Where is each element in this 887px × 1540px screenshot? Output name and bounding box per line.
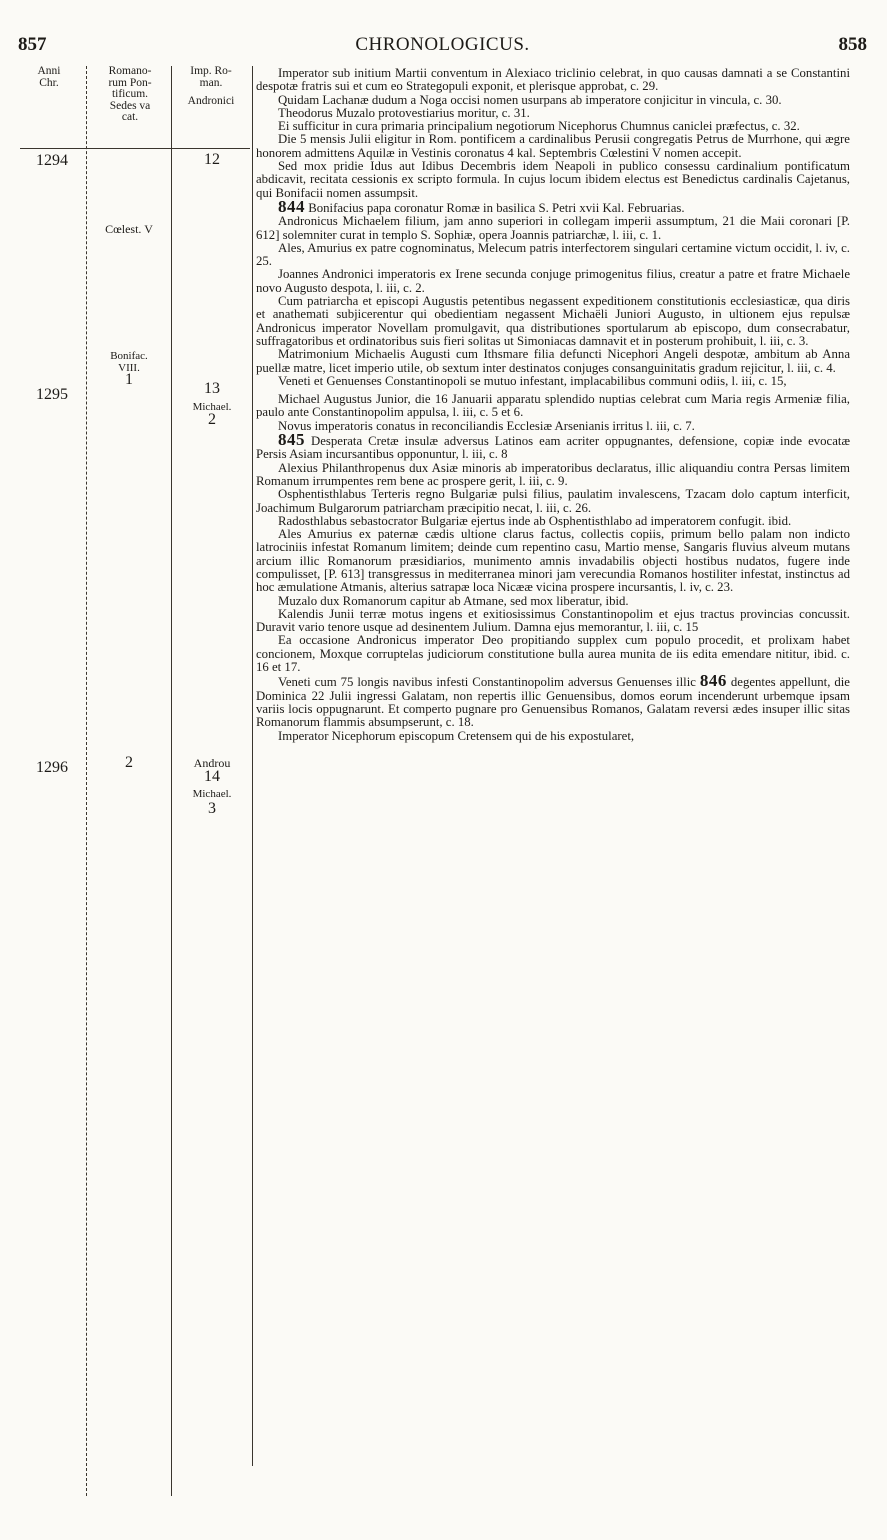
column-head-line: tificum.	[111, 88, 149, 100]
co-emperor-year: 2	[208, 411, 216, 428]
chronicle-entry: Muzalo dux Romanorum capitur ab Atmane, sed mox liberatur, ibid.	[278, 593, 629, 608]
column-divider	[252, 66, 253, 1466]
margin-page-number: 845	[278, 430, 305, 450]
pontiff-name-line: VIII.	[118, 362, 140, 374]
page-number-left: 857	[18, 34, 47, 55]
imperator-year: 13	[204, 380, 220, 397]
chronicle-entry	[256, 671, 850, 730]
column-head-line: man.	[199, 76, 223, 89]
chronicle-entry: Michael Augustus Junior, die 16 Januarii apparatu splendido nuptias celebrat cum Maria regis Armeniæ filia, paulo ante Constantinopolim appulsa, l. iii, c. 5 et 6.	[256, 392, 850, 420]
column-head-line: rum Pon-	[108, 76, 152, 89]
header-rule	[20, 148, 250, 149]
pontiff-name: Cœlest. V	[105, 222, 153, 236]
chronicle-entry: Novus imperatoris conatus in reconciliandis Ecclesiæ Arsenianis irritus l. iii, c. 7.	[278, 418, 695, 433]
entry-text: Desperata Cretæ insulæ adversus Latinos eam acriter oppugnantes, defensione, copiæ inde evocatæ Persis Asiam incursantibus opponuntur, l. iii, c. 8	[256, 434, 850, 462]
co-emperor-name: Michael.	[192, 401, 232, 413]
running-title: CHRONOLOGICUS.	[355, 34, 530, 55]
chronicle-entry: Die 5 mensis Julii eligitur in Rom. pontificem a cardinalibus Perusii congregatis Petrus de Murrhone, qui ægre honorem admittens Aquilæ in Vestinis coronatus 4 kal. Septembris Cœlestini V nomen accepit.	[256, 132, 850, 160]
year-1295: 1295	[36, 386, 68, 403]
chronicle-entry: Sed mox pridie Idus aut Idibus Decembris idem Neapoli in publico consessu cardinalium pontificatum abdicavit, recitata cessionis ex scripto formula. In cujus locum ibidem electus est Benedictus cardinalis Cajetanus, qui Bonifacii nomen assumpsit.	[256, 159, 850, 200]
entry-text: Veneti cum 75 longis navibus infesti Constantinopolim adversus Genuenses illic	[278, 675, 700, 690]
column-divider	[86, 66, 87, 1496]
chronicle-entry: Andronicus Michaelem filium, jam anno superiori in collegam imperii assumptum, 21 die Maii coronari [P. 612] solemniter curat in templo S. Sophiæ, opera Joannis patriarchæ, l. iii, c. 1.	[256, 214, 850, 242]
imperator-year: 14	[204, 768, 220, 785]
chronicle-entry: Matrimonium Michaelis Augusti cum Ithsmare filia defuncti Nicephori Angeli despotæ, ambitum ab Anna puellæ matre, licet imperio utile, ob sextum inter destinatos conjuges consanguinitatis gradum rejicitur, l. iii, c. 4.	[256, 347, 850, 375]
chronicle-text	[256, 67, 850, 743]
chronicle-entry: Ales Amurius ex paternæ cædis ultione clarus factus, collectis copiis, primum bello palam non indicto latrociniis infestat Romanum limitem; deinde cum repentino casu, Martio mense, Sangaris fluvius alveum mutans arcium illic Romanorum præsidiarios, munimento amnis invadabilis objecti hostibus nudatos, fugere inde compulisset, [P. 613] transgressus in mediterranea minori jam verecundia Romanos hostiliter infestat, instinctus ad hoc æmulatione Atmanis, alterius satrapæ loca Nicææ vicina prospere incursantis, l. iv, c. 23.	[256, 527, 850, 595]
chronicle-entry: Imperator Nicephorum episcopum Cretensem qui de his expostularet,	[278, 728, 635, 743]
column-head-line: Andronici	[187, 95, 235, 107]
margin-page-number: 844	[278, 196, 305, 216]
column-head-line: Anni	[37, 65, 61, 77]
chronicle-entry: Ea occasione Andronicus imperator Deo propitiando supplex cum populo procedit, et prolixam habet concionem, Moxque corruptelas judiciorum constitutione bulla aurea munita de iis edita emendare nititur, ibid. c. 16 et 17.	[256, 633, 850, 675]
co-emperor-year: 3	[208, 800, 216, 817]
chronicle-entry: Veneti et Genuenses Constantinopoli se mutuo infestant, implacabilibus communi odiis, l. iii, c. 15,	[278, 373, 787, 388]
year-1296: 1296	[36, 759, 68, 776]
chronicle-entry: Cum patriarcha et episcopi Augustis petentibus negassent expeditionem constitutionis ecclesiasticæ, qua diris et anathemati subjicerentur qui obedientiam negassent Michaëli Juniori Augusto, in ultionem ejus repulsæ Andronicus imperator Novellam promulgavit, qua distributiones sportularum ab episcopo, dum consecrabatur, suffragatoribus et ordinatoribus suis fieri solitas ut Simoniacas damnavit et in posterum prohibuit, l. iii, c. 3.	[256, 294, 850, 348]
column-head-imperatorum	[174, 66, 248, 108]
year-1294: 1294	[36, 152, 68, 169]
chronicle-entry: Radosthlabus sebastocrator Bulgariæ ejertus inde ab Osphentisthlabo ad imperatorem confugit. ibid.	[278, 513, 792, 528]
pontiff-year: 2	[125, 754, 133, 771]
chronicle-entry: Ei sufficitur in cura primaria principalium negotiorum Nicephorus Chumnus caniclei præfectus, c. 32.	[278, 119, 800, 134]
chronicle-entry	[256, 196, 850, 216]
entry-text: degentes appellunt, die Dominica 22 Julii ingressi Galatam, non repertis illic Genuensibus, domos eorum incenderunt urbemque ipsam variis locis oppugnarunt. Et comperto pugnare pro Genuensibus Romanos, Galatam reversi ædes insuper illic sitas Romanorum flammis absumpserunt, c. 18.	[256, 675, 850, 730]
column-head-line: Romano-	[108, 65, 152, 77]
emperor-name: Androu	[193, 756, 231, 770]
entry-text: Bonifacius papa coronatur Romæ in basilica S. Petri xvii Kal. Februarias.	[305, 200, 685, 215]
chronicle-entry	[256, 430, 850, 462]
pontiff-name-line: Bonifac.	[110, 350, 148, 362]
chronicle-entry: Joannes Andronici imperatoris ex Irene secunda conjuge primogenitus filius, creatur a patre et fratre Michaele novo Augusto despota, l. iii, c. 2.	[256, 267, 850, 295]
column-head-romanorum	[92, 66, 168, 124]
column-divider	[171, 66, 172, 1496]
chronicle-entry: Quidam Lachanæ dudum a Noga occisi nomen usurpans ab imperatore conjicitur in vincula, c. 30.	[278, 92, 782, 107]
co-emperor-name: Michael.	[192, 788, 232, 800]
chronicle-entry: Alexius Philanthropenus dux Asiæ minoris ab imperatoribus declaratus, illic aliquandiu contra Persas limitem Romanum irrumpentes rem bene ac prospere gerit, l. iii, c. 9.	[256, 460, 850, 488]
imperator-year: 12	[204, 151, 220, 168]
column-head-anni	[22, 66, 76, 89]
margin-page-number: 846	[699, 671, 727, 691]
column-head-line: cat.	[121, 111, 139, 123]
chronicle-entry: Kalendis Junii terræ motus ingens et exitiosissimus Constantinopolim et ejus tractus provincias concussit. Duravit vario tenore usque ad desinentem Julium. Damna ejus memorantur, l. iii, c. 15	[256, 606, 850, 635]
running-header	[18, 34, 867, 60]
chronicle-entry: Ales, Amurius ex patre cognominatus, Melecum patris interfectorem singulari certamine victum occidit, l. iv, c. 25.	[256, 240, 850, 269]
column-head-line: Sedes va	[109, 99, 151, 112]
chronicle-entry: Osphentisthlabus Terteris regno Bulgariæ pulsi filius, paulatim invalescens, Tzacam dolo captum interficit, Joachimum Bulgarorum patriarcham præcipitio necat, l. iii, c. 26.	[256, 487, 850, 515]
column-head-line: Imp. Ro-	[190, 65, 232, 77]
column-head-line: Chr.	[39, 76, 59, 89]
pontiff-year: 1	[125, 371, 133, 388]
page-number-right: 858	[838, 34, 867, 55]
chronicle-entry: Theodorus Muzalo protovestiarius moritur, c. 31.	[278, 105, 530, 120]
chronicle-entry: Imperator sub initium Martii conventum in Alexiaco triclinio celebrat, in quo causas damnati a se Constantini despotæ fratris sui et cum eo Strategopuli exponit, et plerisque approbat, c. 29.	[256, 66, 850, 94]
